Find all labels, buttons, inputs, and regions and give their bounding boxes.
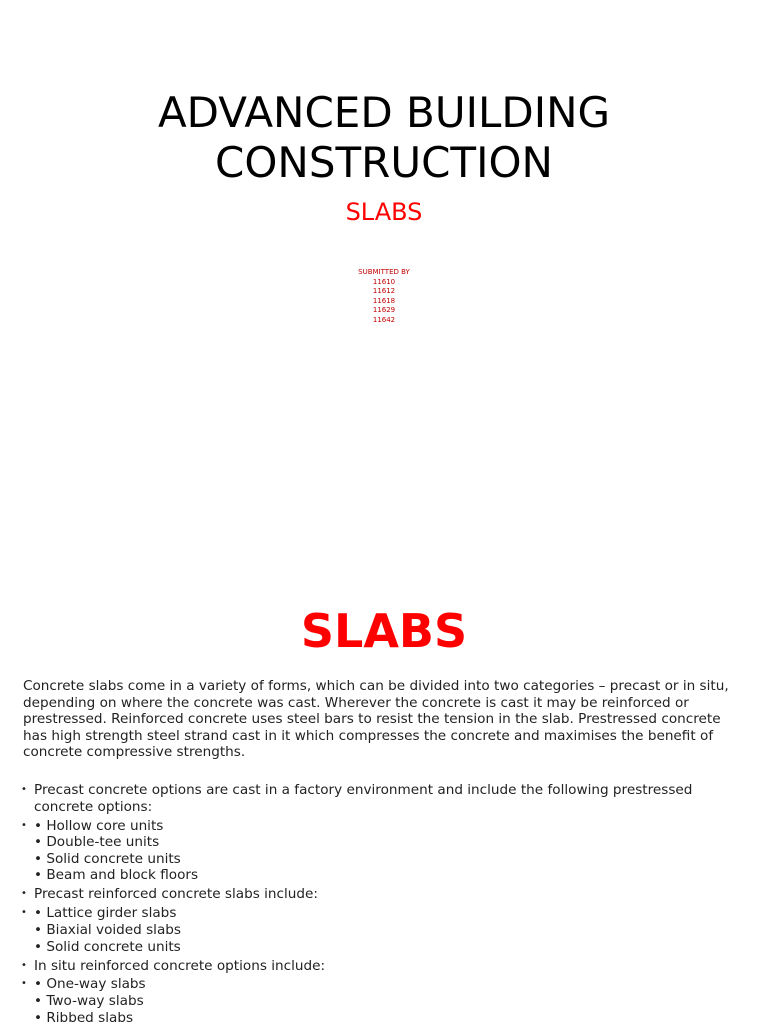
student-id: 11642 (372, 315, 396, 324)
submitted-by-label: SUBMITTED BY (358, 268, 410, 276)
bullet-line: • Two-way slabs (34, 993, 144, 1010)
bullet-line: • In situ reinforced concrete options include: (34, 957, 326, 974)
bullet-line: • Precast concrete options are cast in a factory environment and include the following prestressed (34, 782, 693, 798)
student-id: 11629 (372, 306, 396, 315)
title-line: ADVANCED BUILDING (157, 88, 611, 137)
bullet-item (20, 905, 745, 955)
bullet-line: • Beam and block floors (34, 867, 199, 884)
bullet-item (20, 782, 745, 815)
intro-line: depending on where the concrete was cast. Wherever the concrete is cast it may be reinforced or (23, 694, 689, 711)
title-line: CONSTRUCTION (215, 138, 553, 187)
bullet-item (20, 958, 745, 975)
section-heading: SLABS (300, 604, 468, 658)
bullet-line: • Solid concrete units (34, 938, 181, 955)
bullet-list (20, 782, 745, 1029)
student-id: 11612 (372, 287, 396, 296)
bullet-line: • • Hollow core units (34, 817, 164, 834)
intro-line: prestressed. Reinforced concrete uses steel bars to resist the tension in the slab. Prestressed concrete (23, 711, 721, 728)
bullet-line: • Double-tee units (34, 834, 160, 851)
slide-subtitle: SLABS (345, 198, 423, 226)
intro-paragraph (23, 678, 745, 761)
bullet-line: • Biaxial voided slabs (34, 921, 182, 938)
bullet-item (20, 818, 745, 884)
slide-title (0, 88, 768, 188)
student-id: 11610 (372, 277, 396, 286)
bullet-line: concrete options: (34, 798, 153, 815)
student-id: 11618 (372, 296, 396, 305)
intro-line: concrete compressive strengths. (23, 744, 246, 761)
bullet-line: • • One-way slabs (34, 976, 146, 993)
submitted-by-block (0, 268, 768, 326)
bullet-item (20, 886, 745, 903)
bullet-item (20, 976, 745, 1026)
bullet-line: • Ribbed slabs (34, 1009, 134, 1026)
bullet-line: • Precast reinforced concrete slabs include: (34, 886, 318, 903)
intro-line: Concrete slabs come in a variety of forms, which can be divided into two categories – precast or in situ, (23, 678, 729, 694)
bullet-line: • Solid concrete units (34, 850, 181, 867)
intro-line: has high strength steel strand cast in it which compresses the concrete and maximises the benefit of (23, 727, 714, 744)
content-slide (0, 560, 768, 1024)
bullet-line: • • Lattice girder slabs (34, 905, 177, 922)
